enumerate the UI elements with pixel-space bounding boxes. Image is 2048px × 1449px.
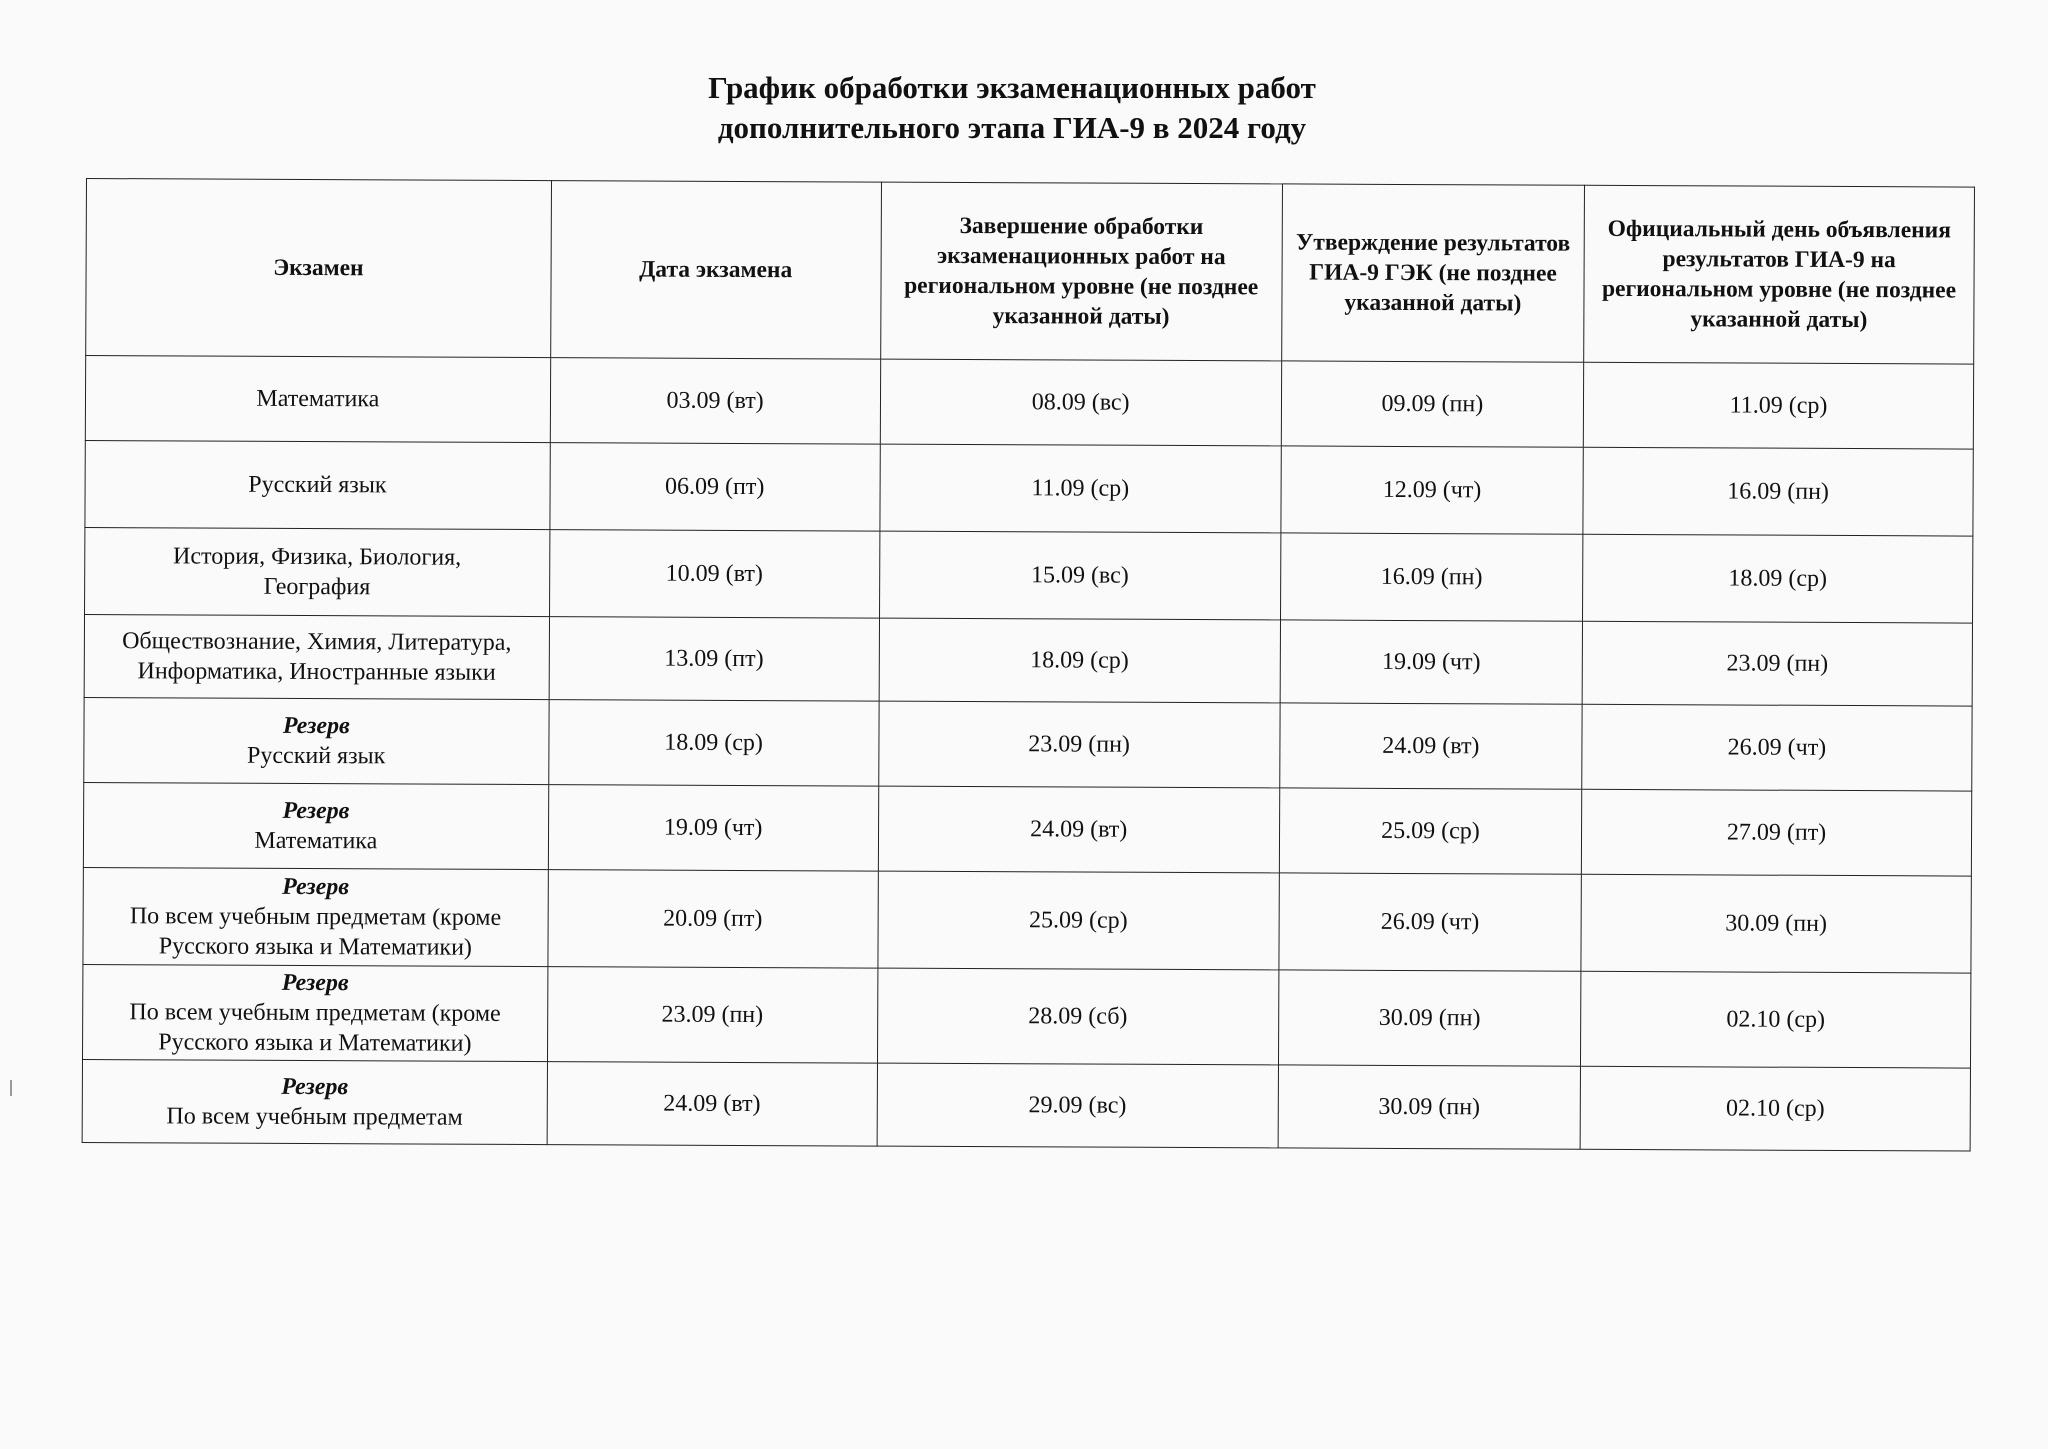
title-line-2: дополнительного этапа ГИА-9 в 2024 году [717,110,1307,145]
exam-name-line: Математика [254,827,378,855]
processing-end-cell: 08.09 (вс) [880,359,1282,446]
header-approval: Утверждение результатов ГИА-9 ГЭК (не позднее указанной даты) [1282,184,1585,362]
processing-end-cell: 28.09 (сб) [877,968,1279,1065]
processing-end-cell: 11.09 (ср) [879,444,1281,533]
exam-date-cell: 18.09 (ср) [548,700,878,786]
schedule-table [82,178,1975,1152]
announcement-cell: 11.09 (ср) [1583,362,1973,449]
table-row [82,1059,1970,1151]
table-row [84,614,1972,706]
exam-cell [83,867,548,966]
header-exam: Экзамен [86,179,552,358]
processing-end-cell: 25.09 (ср) [877,871,1279,970]
announcement-cell: 23.09 (пн) [1582,621,1972,706]
approval-cell: 30.09 (пн) [1278,970,1581,1066]
reserve-label: Резерв [281,969,349,997]
exam-cell [83,782,548,869]
announcement-cell: 18.09 (ср) [1583,534,1973,623]
announcement-cell: 26.09 (чт) [1582,704,1972,791]
exam-date-cell: 23.09 (пн) [547,967,877,1063]
announcement-cell: 16.09 (пн) [1583,447,1973,536]
table-body [82,356,1974,1152]
exam-name-line: Математика [256,385,380,413]
scan-margin-mark [10,1080,12,1096]
table-row [83,782,1971,876]
exam-name-line: По всем учебным предметам (кроме [129,903,502,931]
table-row [82,964,1970,1068]
reserve-label: Резерв [282,712,350,740]
reserve-label: Резерв [282,873,350,901]
approval-cell: 16.09 (пн) [1280,533,1583,621]
table-row [85,527,1973,623]
exam-name-line: Русского языка и Математики) [158,933,473,961]
exam-date-cell: 10.09 (вт) [549,530,879,618]
exam-date-cell: 13.09 (пт) [549,617,879,701]
approval-cell: 24.09 (вт) [1280,703,1583,789]
table-header-row [86,179,1975,365]
exam-cell [84,614,549,699]
exam-name-line: География [263,573,371,601]
exam-cell [85,356,550,443]
processing-end-cell: 18.09 (ср) [879,618,1281,703]
exam-cell [82,964,547,1061]
exam-name-line: Информатика, Иностранные языки [137,658,496,686]
header-announcement: Официальный день объявления результатов ГИА-9 на региональном уровне (не позднее указанной даты) [1584,185,1975,364]
processing-end-cell: 15.09 (вс) [879,531,1281,620]
reserve-label: Резерв [282,797,350,825]
approval-cell: 12.09 (чт) [1281,446,1584,534]
exam-name-line: Обществознание, Химия, Литература, [122,628,512,656]
announcement-cell: 02.10 (ср) [1581,971,1971,1068]
processing-end-cell: 29.09 (вс) [877,1063,1279,1148]
exam-name-line: Русский язык [248,471,387,499]
announcement-cell: 27.09 (пт) [1581,789,1971,876]
exam-cell [82,1059,547,1144]
announcement-cell: 02.10 (ср) [1580,1066,1970,1151]
approval-cell: 30.09 (пн) [1278,1065,1581,1149]
announcement-cell: 30.09 (пн) [1581,874,1971,973]
exam-cell [84,697,549,784]
title-line-1: График обработки экзаменационных работ [708,70,1316,105]
table-row [84,697,1972,791]
exam-date-cell: 03.09 (вт) [550,358,880,444]
table-row [85,440,1973,536]
exam-cell [85,527,550,616]
reserve-label: Резерв [281,1073,349,1101]
document-title [0,68,2048,148]
exam-name-line: По всем учебным предметам [166,1103,463,1131]
exam-date-cell: 24.09 (вт) [547,1062,877,1146]
exam-date-cell: 20.09 (пт) [548,870,878,968]
approval-cell: 09.09 (пн) [1281,361,1584,447]
exam-name-line: Русский язык [247,742,386,770]
exam-cell [85,440,550,529]
exam-name-line: История, Физика, Биология, [173,543,462,571]
exam-name-line: По всем учебным предметам (кроме [129,999,501,1027]
exam-date-cell: 06.09 (пт) [550,443,880,531]
processing-end-cell: 23.09 (пн) [878,701,1280,788]
table-row [85,356,1973,450]
exam-name-line: Русского языка и Математики) [158,1029,472,1057]
approval-cell: 26.09 (чт) [1279,873,1582,971]
header-exam-date: Дата экзамена [550,181,881,359]
approval-cell: 19.09 (чт) [1280,620,1583,704]
exam-date-cell: 19.09 (чт) [548,785,878,871]
header-processing-end: Завершение обработки экзаменационных работ на региональном уровне (не позднее указанной даты) [880,182,1282,361]
approval-cell: 25.09 (ср) [1279,788,1582,874]
table-row [83,867,1971,973]
processing-end-cell: 24.09 (вт) [878,786,1280,873]
